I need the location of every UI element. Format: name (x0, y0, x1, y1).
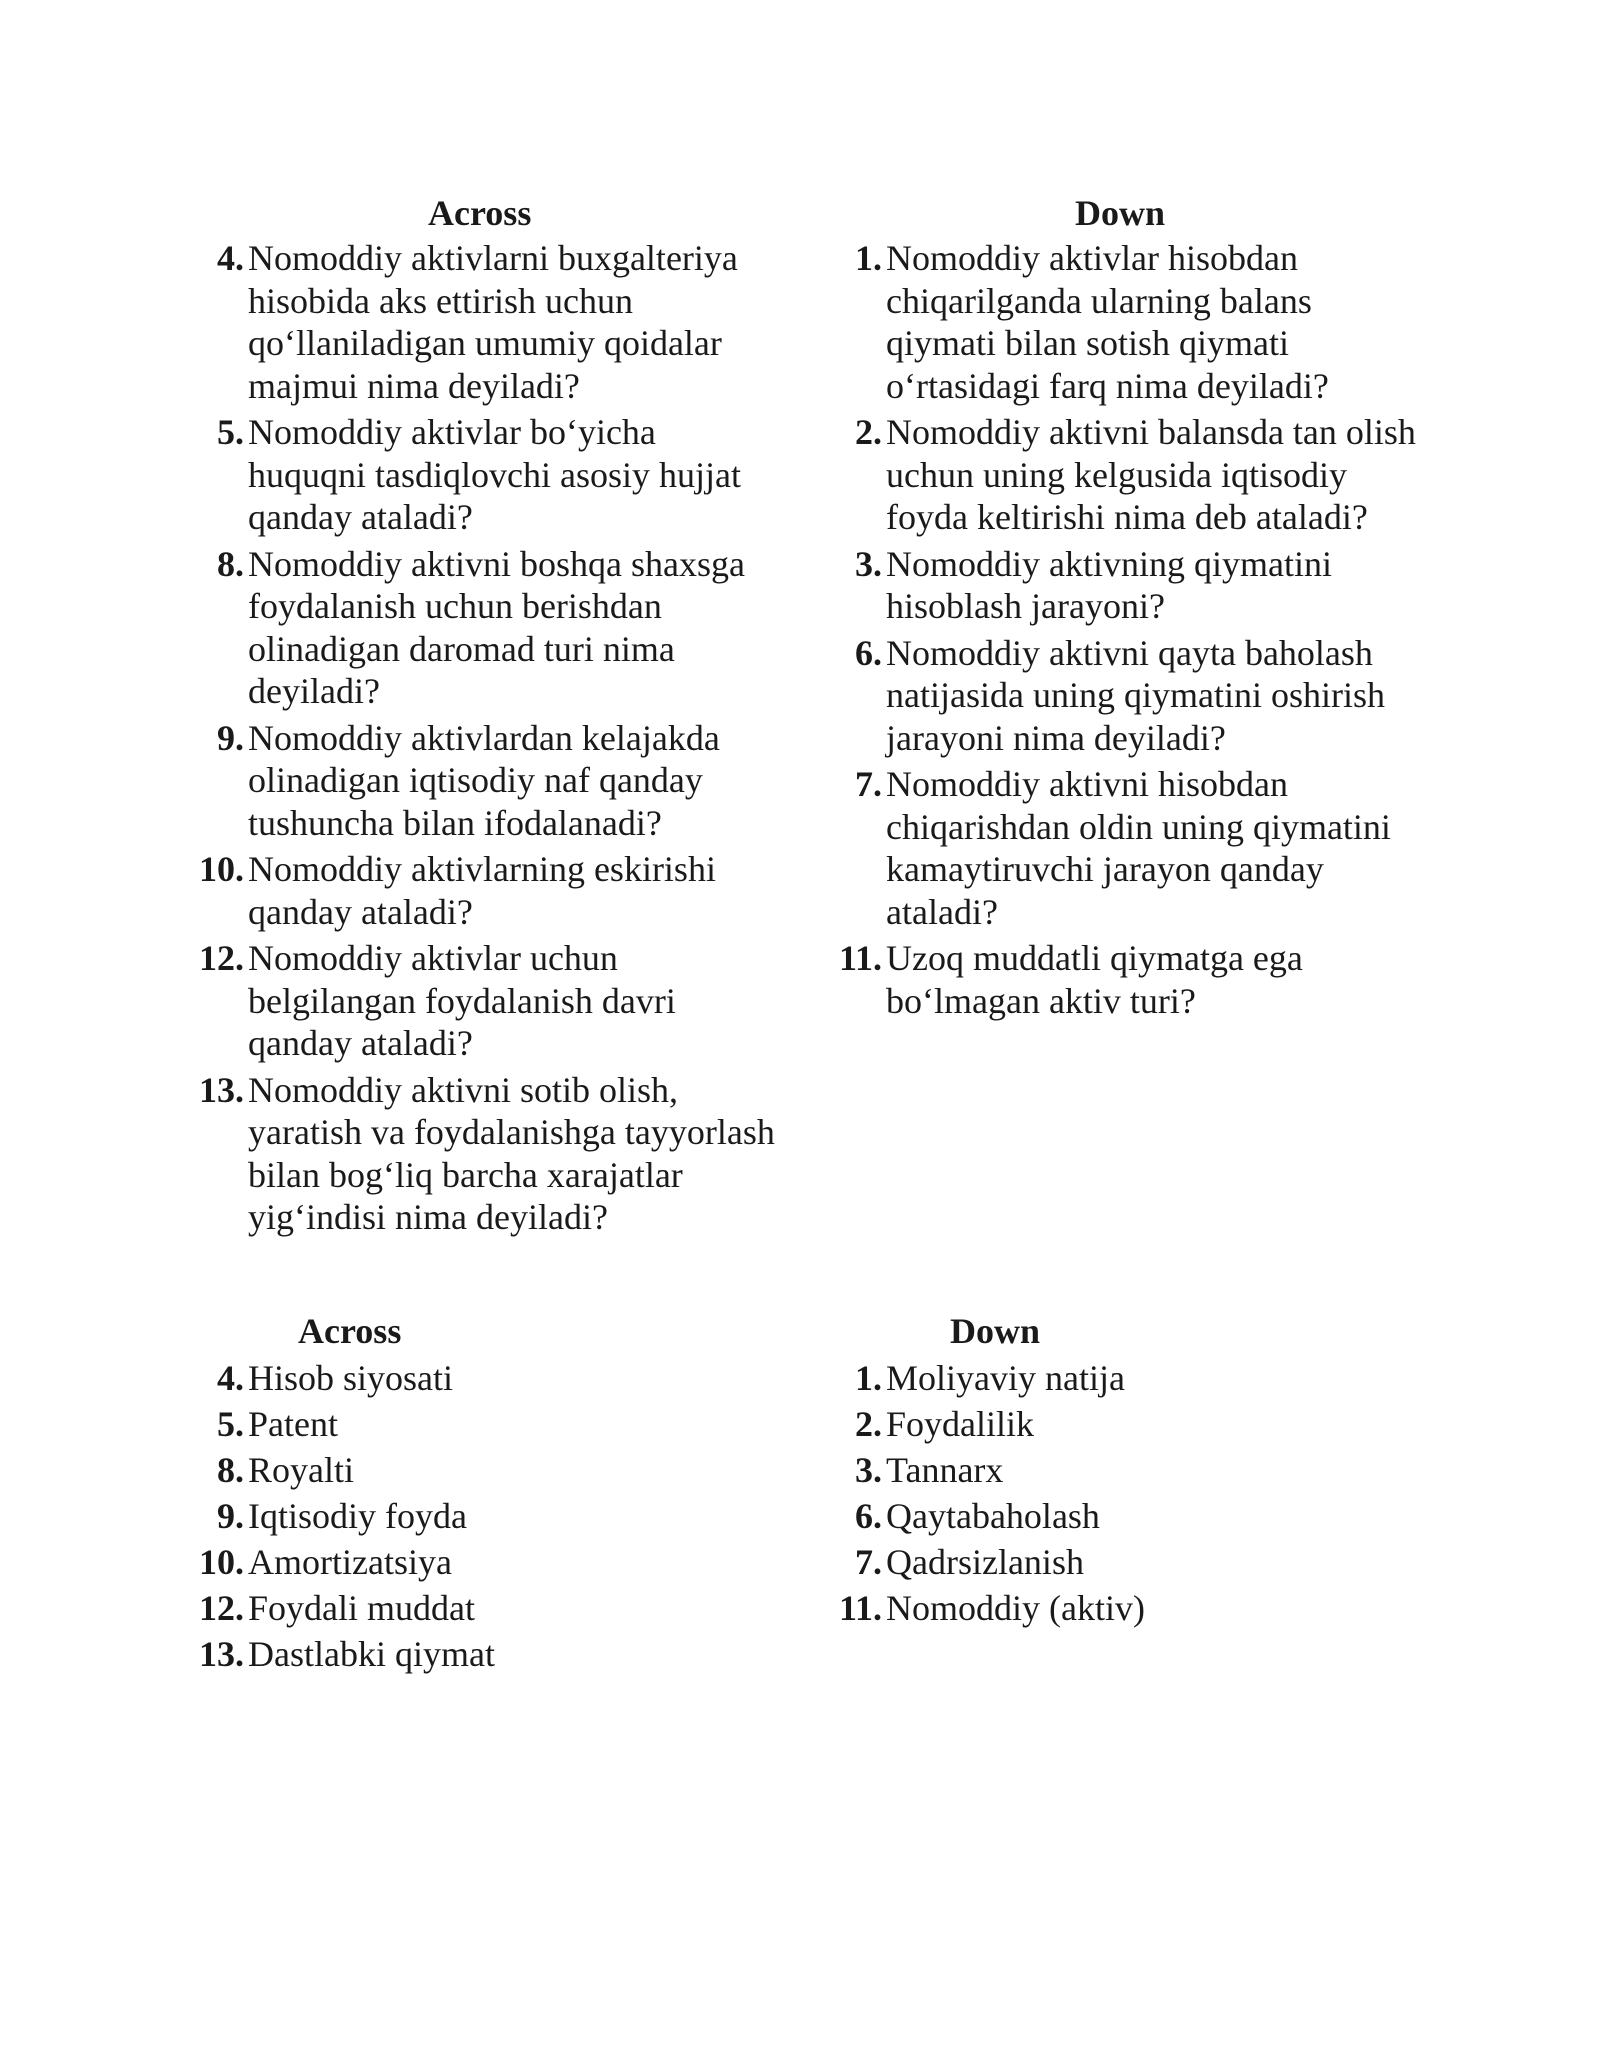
clue-number: 13. (199, 1069, 244, 1110)
clue-item-down-1 (834, 237, 1424, 407)
clue-text: Nomoddiy aktivlarni buxgalteriya hisobida aks ettirish uchun qo‘llaniladigan umumiy qoidalar majmui nima deyiladi? (248, 238, 738, 406)
clue-number: 7. (855, 764, 882, 804)
answer-item-across-5 (196, 1403, 756, 1446)
answer-text: Iqtisodiy foyda (248, 1496, 467, 1536)
down-answers-list (834, 1357, 1394, 1633)
clue-text: Nomoddiy aktivni boshqa shaxsga foydalanish uchun berishdan olinadigan daromad turi nima deyiladi? (248, 543, 745, 711)
clue-item-across-10 (196, 848, 776, 933)
answer-text: Nomoddiy (aktiv) (886, 1588, 1145, 1628)
clue-text: Nomoddiy aktivni hisobdan chiqarishdan oldin uning qiymatini kamaytiruvchi jarayon qanday ataladi? (886, 764, 1391, 932)
clue-text: Nomoddiy aktivni sotib olish, yaratish va foydalanishga tayyorlash bilan bog‘liq barcha xarajatlar yig‘indisi nima deyiladi? (248, 1069, 775, 1237)
answer-number: 7. (855, 1542, 882, 1582)
clue-item-across-8 (196, 543, 776, 713)
answer-number: 12. (199, 1588, 244, 1628)
answer-number: 3. (855, 1450, 882, 1490)
clue-item-down-7 (834, 763, 1424, 933)
clue-item-down-3 (834, 543, 1424, 628)
clue-text: Uzoq muddatli qiymatga ega bo‘lmagan aktiv turi? (886, 938, 1303, 1021)
clue-number: 5. (217, 412, 244, 452)
answer-item-across-10 (196, 1541, 756, 1584)
clue-number: 12. (199, 938, 244, 978)
clue-number: 1. (855, 238, 882, 278)
answer-number: 13. (199, 1634, 244, 1674)
clue-text: Nomoddiy aktivni qayta baholash natijasida uning qiymatini oshirish jarayoni nima deyiladi? (886, 632, 1385, 758)
answer-text: Qadrsizlanish (886, 1542, 1084, 1582)
answer-number: 11. (838, 1588, 882, 1628)
answer-item-across-9 (196, 1495, 756, 1538)
across-clues-list (196, 237, 776, 1243)
clue-number: 2. (855, 412, 882, 452)
answer-item-down-7 (834, 1541, 1394, 1584)
clue-text: Nomoddiy aktivlar uchun belgilangan foydalanish davri qanday ataladi? (248, 938, 676, 1063)
across-answers-list (196, 1357, 756, 1679)
answers-across-heading: Across (298, 1311, 402, 1351)
clue-text: Nomoddiy aktivlarning eskirishi qanday ataladi? (248, 849, 716, 932)
answer-text: Royalti (248, 1450, 354, 1490)
answer-number: 6. (855, 1496, 882, 1536)
clue-number: 6. (855, 632, 882, 673)
answer-number: 5. (217, 1404, 244, 1444)
answer-number: 8. (217, 1450, 244, 1490)
clue-item-across-13 (196, 1069, 776, 1239)
clue-text: Nomoddiy aktivni balansda tan olish uchun uning kelgusida iqtisodiy foyda keltirishi nima deb ataladi? (886, 412, 1416, 537)
clue-text: Nomoddiy aktivlar hisobdan chiqarilganda ularning balans qiymati bilan sotish qiymati o‘rtasidagi farq nima deyiladi? (886, 238, 1329, 406)
answer-text: Tannarx (886, 1450, 1004, 1490)
answer-number: 2. (855, 1404, 882, 1444)
answer-text: Amortizatsiya (248, 1542, 452, 1582)
clue-item-down-6 (834, 632, 1424, 760)
clue-text: Nomoddiy aktivlardan kelajakda olinadigan iqtisodiy naf qanday tushuncha bilan ifodalanadi? (248, 717, 720, 843)
clue-item-across-9 (196, 717, 776, 845)
answer-text: Qaytabaholash (886, 1496, 1100, 1536)
clue-number: 11. (838, 938, 882, 978)
clue-item-down-2 (834, 411, 1424, 539)
answer-number: 1. (855, 1358, 882, 1398)
answer-number: 9. (217, 1496, 244, 1536)
answer-text: Patent (248, 1404, 338, 1444)
answer-item-down-6 (834, 1495, 1394, 1538)
clues-down-heading: Down (1075, 193, 1166, 233)
clue-item-across-12 (196, 937, 776, 1065)
clue-text: Nomoddiy aktivlar bo‘yicha huquqni tasdiqlovchi asosiy hujjat qanday ataladi? (248, 412, 741, 537)
clue-text: Nomoddiy aktivning qiymatini hisoblash jarayoni? (886, 543, 1332, 626)
answer-item-across-12 (196, 1587, 756, 1630)
clue-item-down-11 (834, 937, 1424, 1022)
answer-item-down-11 (834, 1587, 1394, 1630)
clue-item-across-4 (196, 237, 776, 407)
answer-number: 4. (217, 1358, 244, 1398)
clue-item-across-5 (196, 411, 776, 539)
clue-number: 9. (217, 717, 244, 758)
answer-text: Foydali muddat (248, 1588, 475, 1628)
clue-number: 10. (199, 849, 244, 889)
answer-text: Dastlabki qiymat (248, 1634, 495, 1674)
answer-item-down-2 (834, 1403, 1394, 1446)
answer-number: 10. (199, 1542, 244, 1582)
down-clues-list (834, 237, 1424, 1026)
answer-item-across-8 (196, 1449, 756, 1492)
answer-text: Foydalilik (886, 1404, 1035, 1444)
clue-number: 4. (217, 238, 244, 278)
answer-text: Moliyaviy natija (886, 1358, 1125, 1398)
answer-item-across-13 (196, 1633, 756, 1676)
clue-number: 8. (217, 543, 244, 584)
answer-text: Hisob siyosati (248, 1358, 454, 1398)
answers-down-heading: Down (950, 1311, 1041, 1351)
answer-item-down-3 (834, 1449, 1394, 1492)
answer-item-across-4 (196, 1357, 756, 1400)
answer-item-down-1 (834, 1357, 1394, 1400)
clues-across-heading: Across (428, 193, 532, 233)
clue-number: 3. (855, 543, 882, 584)
